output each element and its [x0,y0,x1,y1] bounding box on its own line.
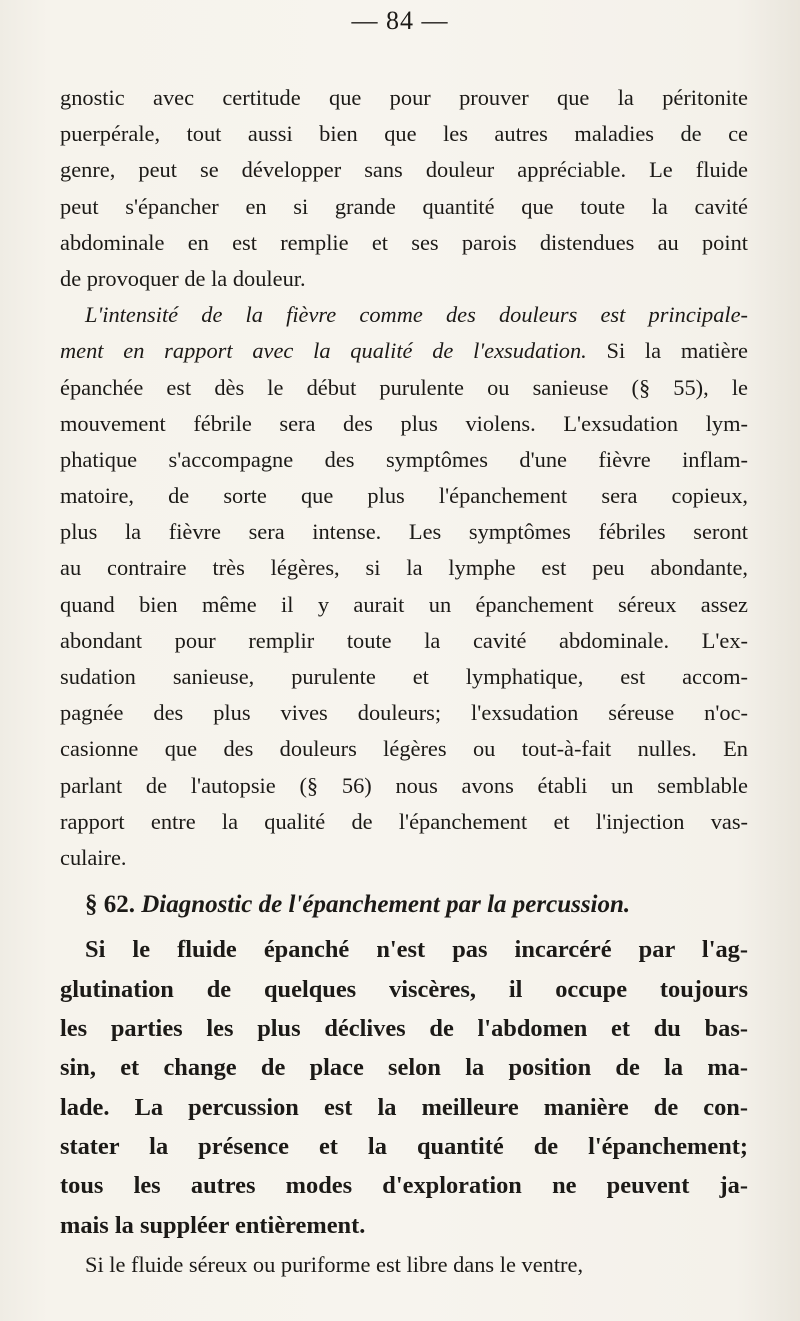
italic-lead-line: L'intensité de la fièvre comme des douleurs est principale- [85,302,748,328]
text-line: plus la fièvre sera intense. Les symptômes fébriles seront [60,519,748,545]
text-line: les parties les plus déclives de l'abdomen et du bas- [60,1014,748,1042]
text-line: peut s'épancher en si grande quantité que toute la cavité [60,193,748,219]
paragraph-1 [60,80,748,297]
section-number: § 62. [85,891,135,919]
text-line: mais la suppléer entièrement. [60,1211,366,1239]
text-line: au contraire très légères, si la lymphe est peu abondante, [60,555,748,581]
paragraph-3 [60,930,748,1245]
text-line: Si le fluide séreux ou puriforme est libre dans le ventre, [85,1252,584,1278]
text-line: sin, et change de place selon la position de la ma- [60,1054,748,1082]
text-line: phatique s'accompagne des symptômes d'une fièvre inflam- [60,446,748,472]
text-line: rapport entre la qualité de l'épanchement et l'injection vas- [60,808,748,834]
page-content [60,80,748,1285]
italic-lead-end: ment en rapport avec la qualité de l'exsudation. [60,338,587,364]
text-line: puerpérale, tout aussi bien que les autres maladies de ce [60,121,748,147]
text-line: glutination de quelques viscères, il occupe toujours [60,975,748,1003]
text-line: tous les autres modes d'exploration ne peuvent ja- [60,1172,748,1200]
text-line: abdominale en est remplie et ses parois distendues au point [60,229,748,255]
text-line: mouvement fébrile sera des plus violens. L'exsudation lym- [60,410,748,436]
text-line: stater la présence et la quantité de l'épanchement; [60,1133,748,1161]
section-heading [60,880,748,930]
paragraph-4 [60,1245,748,1285]
paragraph-2 [60,297,748,876]
text-line: casionne que des douleurs légères ou tout-à-fait nulles. En [60,736,748,762]
text-line: abondant pour remplir toute la cavité abdominale. L'ex- [60,627,748,653]
text-line: parlant de l'autopsie (§ 56) nous avons établi un semblable [60,772,748,798]
section-title: Diagnostic de l'épanchement par la percussion. [141,891,631,919]
text-line: lade. La percussion est la meilleure manière de con- [60,1093,748,1121]
text-line: gnostic avec certitude que pour prouver que la péritonite [60,85,748,110]
text-line: culaire. [60,844,127,870]
text-line: sudation sanieuse, purulente et lymphatique, est accom- [60,664,748,689]
page-number: — 84 — [351,6,449,35]
text-line: de provoquer de la douleur. [60,265,306,291]
text-line [60,333,748,369]
text-line-rest: Si la matière [586,338,748,364]
text-line: quand bien même il y aurait un épanchement séreux assez [60,591,748,617]
text-line: matoire, de sorte que plus l'épanchement sera copieux, [60,483,748,509]
text-line: Si le fluide épanché n'est pas incarcéré par l'ag- [85,936,748,964]
text-line: pagnée des plus vives douleurs; l'exsudation séreuse n'oc- [60,700,748,726]
text-line: genre, peut se développer sans douleur appréciable. Le fluide [60,157,748,183]
text-line: épanchée est dès le début purulente ou sanieuse (§ 55), le [60,374,748,400]
